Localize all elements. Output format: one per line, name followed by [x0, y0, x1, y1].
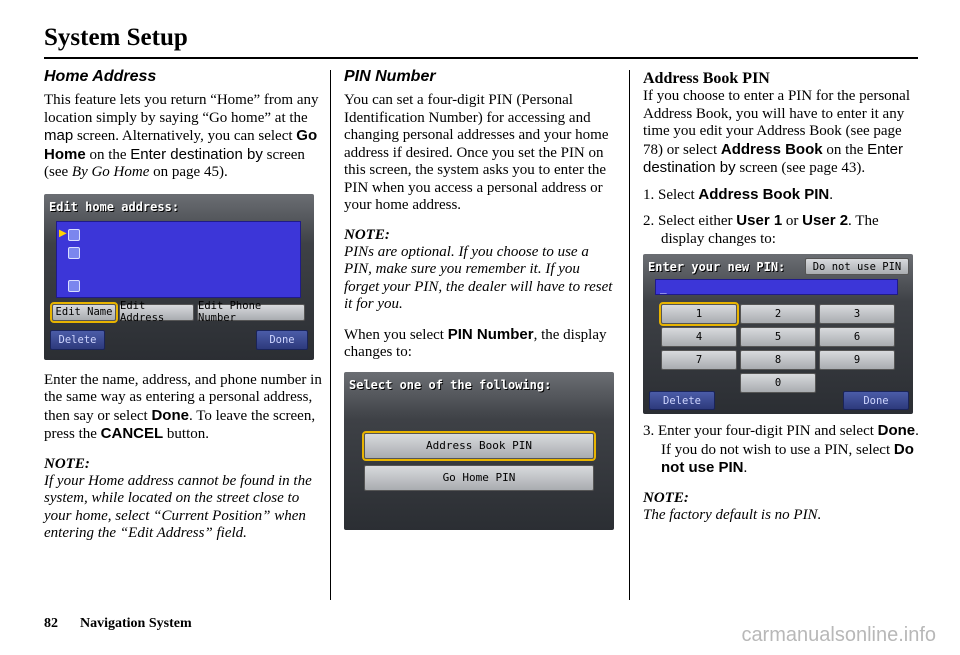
note-heading: NOTE: — [344, 226, 390, 243]
done-button[interactable]: Done — [256, 330, 308, 350]
pin-number-intro: You can set a four-digit PIN (Personal Identification Number) for accessing and changing personal addresses and your home address if desired. Once you set the PIN on this screen, the system asks you to enter the PIN when you access a personal address or your home address. — [344, 92, 609, 213]
phone-icon — [68, 280, 80, 292]
go-home-pin-button[interactable]: Go Home PIN — [364, 465, 594, 491]
pin-key-3[interactable]: 3 — [819, 304, 895, 324]
home-address-intro: This feature lets you return “Home” from any location simply by saying “Go home” at the map screen. Alternatively, you can select Go Home on the Enter destination by screen (see By Go Home on page 45). — [44, 92, 319, 180]
step-3: 3. Enter your four-digit PIN and select Done. If you do not wish to use a PIN, select Do not use PIN. — [643, 422, 919, 476]
footer-section-title: Navigation System — [80, 616, 192, 631]
steps-list — [643, 186, 919, 249]
pin-selection-screen — [344, 372, 614, 530]
watermark: carmanualsonline.info — [741, 624, 936, 646]
edit-phone-button[interactable]: Edit Phone Number — [197, 304, 305, 321]
pin-key-9[interactable]: 9 — [819, 350, 895, 370]
screen-title: Edit home address: — [49, 199, 180, 214]
step-2: 2. Select either User 1 or User 2. The display changes to: — [643, 212, 879, 247]
pin-key-0[interactable]: 0 — [740, 373, 816, 393]
page-title: System Setup — [44, 24, 188, 51]
steps-list-continued — [643, 422, 919, 478]
title-rule — [44, 57, 918, 59]
address-book-pin-intro: If you choose to enter a PIN for the personal Address Book, you will have to enter it any time you edit your Address Book (see page 78) or select Address Book on the Enter destination by screen (see page 43). — [643, 88, 910, 176]
home-address-heading: Home Address — [44, 68, 157, 85]
pin-input-field[interactable]: _ — [655, 279, 898, 295]
enter-pin-screen — [643, 254, 913, 414]
pin-key-6[interactable]: 6 — [819, 327, 895, 347]
pin-key-2[interactable]: 2 — [740, 304, 816, 324]
pin-key-1[interactable]: 1 — [661, 304, 737, 324]
column-divider — [629, 70, 630, 600]
home-address-section — [44, 68, 322, 543]
address-book-pin-heading: Address Book PIN — [643, 70, 770, 87]
address-panel — [56, 221, 301, 298]
address-icon — [68, 247, 80, 259]
page-number: 82 — [44, 616, 58, 631]
column-divider — [330, 70, 331, 600]
pin-key-7[interactable]: 7 — [661, 350, 737, 370]
edit-address-button[interactable]: Edit Address — [119, 304, 194, 321]
pin-number-instructions: When you select PIN Number, the display changes to: — [344, 325, 607, 360]
delete-button[interactable]: Delete — [50, 330, 105, 350]
note-heading: NOTE: — [44, 455, 90, 472]
selection-arrow-icon: ▶ — [59, 227, 67, 239]
home-address-instructions: Enter the name, address, and phone number in the same way as entering a personal address, then say or select Done. To leave the screen, press the CANCEL button. — [44, 371, 322, 442]
step-1: 1. Select Address Book PIN. — [643, 185, 834, 203]
pin-key-5[interactable]: 5 — [740, 327, 816, 347]
address-book-pin-section — [643, 68, 919, 524]
done-button[interactable]: Done — [843, 391, 909, 410]
note-heading: NOTE: — [643, 489, 689, 506]
pin-number-section — [344, 68, 616, 530]
home-address-note: If your Home address cannot be found in the system, while located on the street close to your home, select “Current Position” when entering the “Edit Address” field. — [44, 472, 312, 541]
pin-key-8[interactable]: 8 — [740, 350, 816, 370]
edit-home-address-screen — [44, 194, 314, 360]
name-icon — [68, 229, 80, 241]
do-not-use-pin-button[interactable]: Do not use PIN — [805, 258, 909, 275]
address-book-pin-button[interactable]: Address Book PIN — [364, 433, 594, 459]
screen-title: Enter your new PIN: — [648, 260, 786, 274]
delete-button[interactable]: Delete — [649, 391, 715, 410]
screen-title: Select one of the following: — [349, 377, 552, 392]
pin-number-heading: PIN Number — [344, 68, 436, 85]
pin-key-4[interactable]: 4 — [661, 327, 737, 347]
address-book-pin-note: The factory default is no PIN. — [643, 506, 822, 523]
pin-number-note: PINs are optional. If you choose to use a PIN, make sure you remember it. If you forget your PIN, the dealer will have to reset it for you. — [344, 243, 613, 312]
edit-name-button[interactable]: Edit Name — [52, 304, 116, 321]
